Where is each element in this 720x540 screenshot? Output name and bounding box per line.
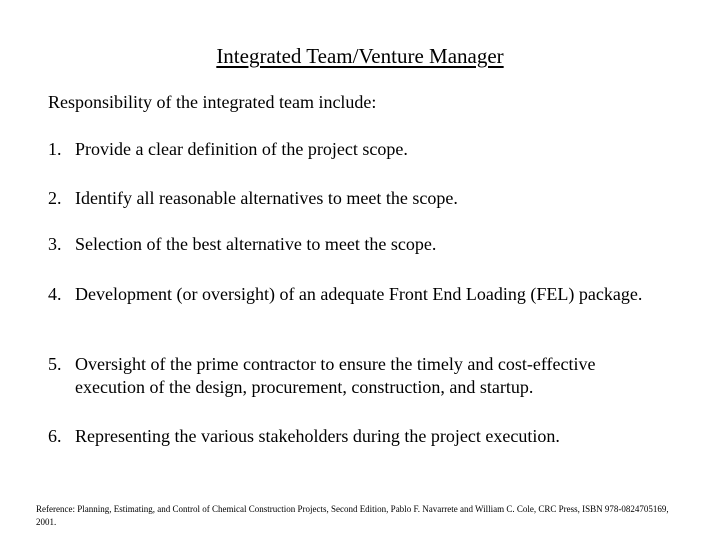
list-item-number: 3.	[48, 234, 62, 254]
reference-footnote: Reference: Planning, Estimating, and Control of Chemical Construction Projects, Second Edition, Pablo F. Navarrete and William C. Cole, CRC Press, ISBN 978-0824705169, 2001.	[36, 504, 669, 527]
list-item	[48, 425, 668, 448]
intro-text: Responsibility of the integrated team include:	[48, 92, 377, 112]
list-item-number: 5.	[48, 354, 62, 374]
list-item-number: 6.	[48, 426, 62, 446]
list-item-number: 2.	[48, 188, 62, 208]
list-item	[48, 187, 668, 210]
list-item-text: Identify all reasonable alternatives to meet the scope.	[75, 188, 458, 208]
list-item	[48, 283, 668, 306]
list-item-text: Oversight of the prime contractor to ensure the timely and cost-effective execution of the design, procurement, construction, and startup.	[75, 354, 596, 397]
list-item	[48, 353, 668, 399]
list-item-number: 4.	[48, 284, 62, 304]
list-item	[48, 233, 668, 256]
list-item-text: Selection of the best alternative to meet the scope.	[75, 234, 437, 254]
page-title: Integrated Team/Venture Manager	[216, 44, 504, 68]
list-item-text: Representing the various stakeholders during the project execution.	[75, 426, 560, 446]
list-item-text: Provide a clear definition of the project scope.	[75, 139, 408, 159]
list-item-number: 1.	[48, 139, 62, 159]
list-item	[48, 138, 668, 161]
list-item-text: Development (or oversight) of an adequate Front End Loading (FEL) package.	[75, 284, 643, 304]
